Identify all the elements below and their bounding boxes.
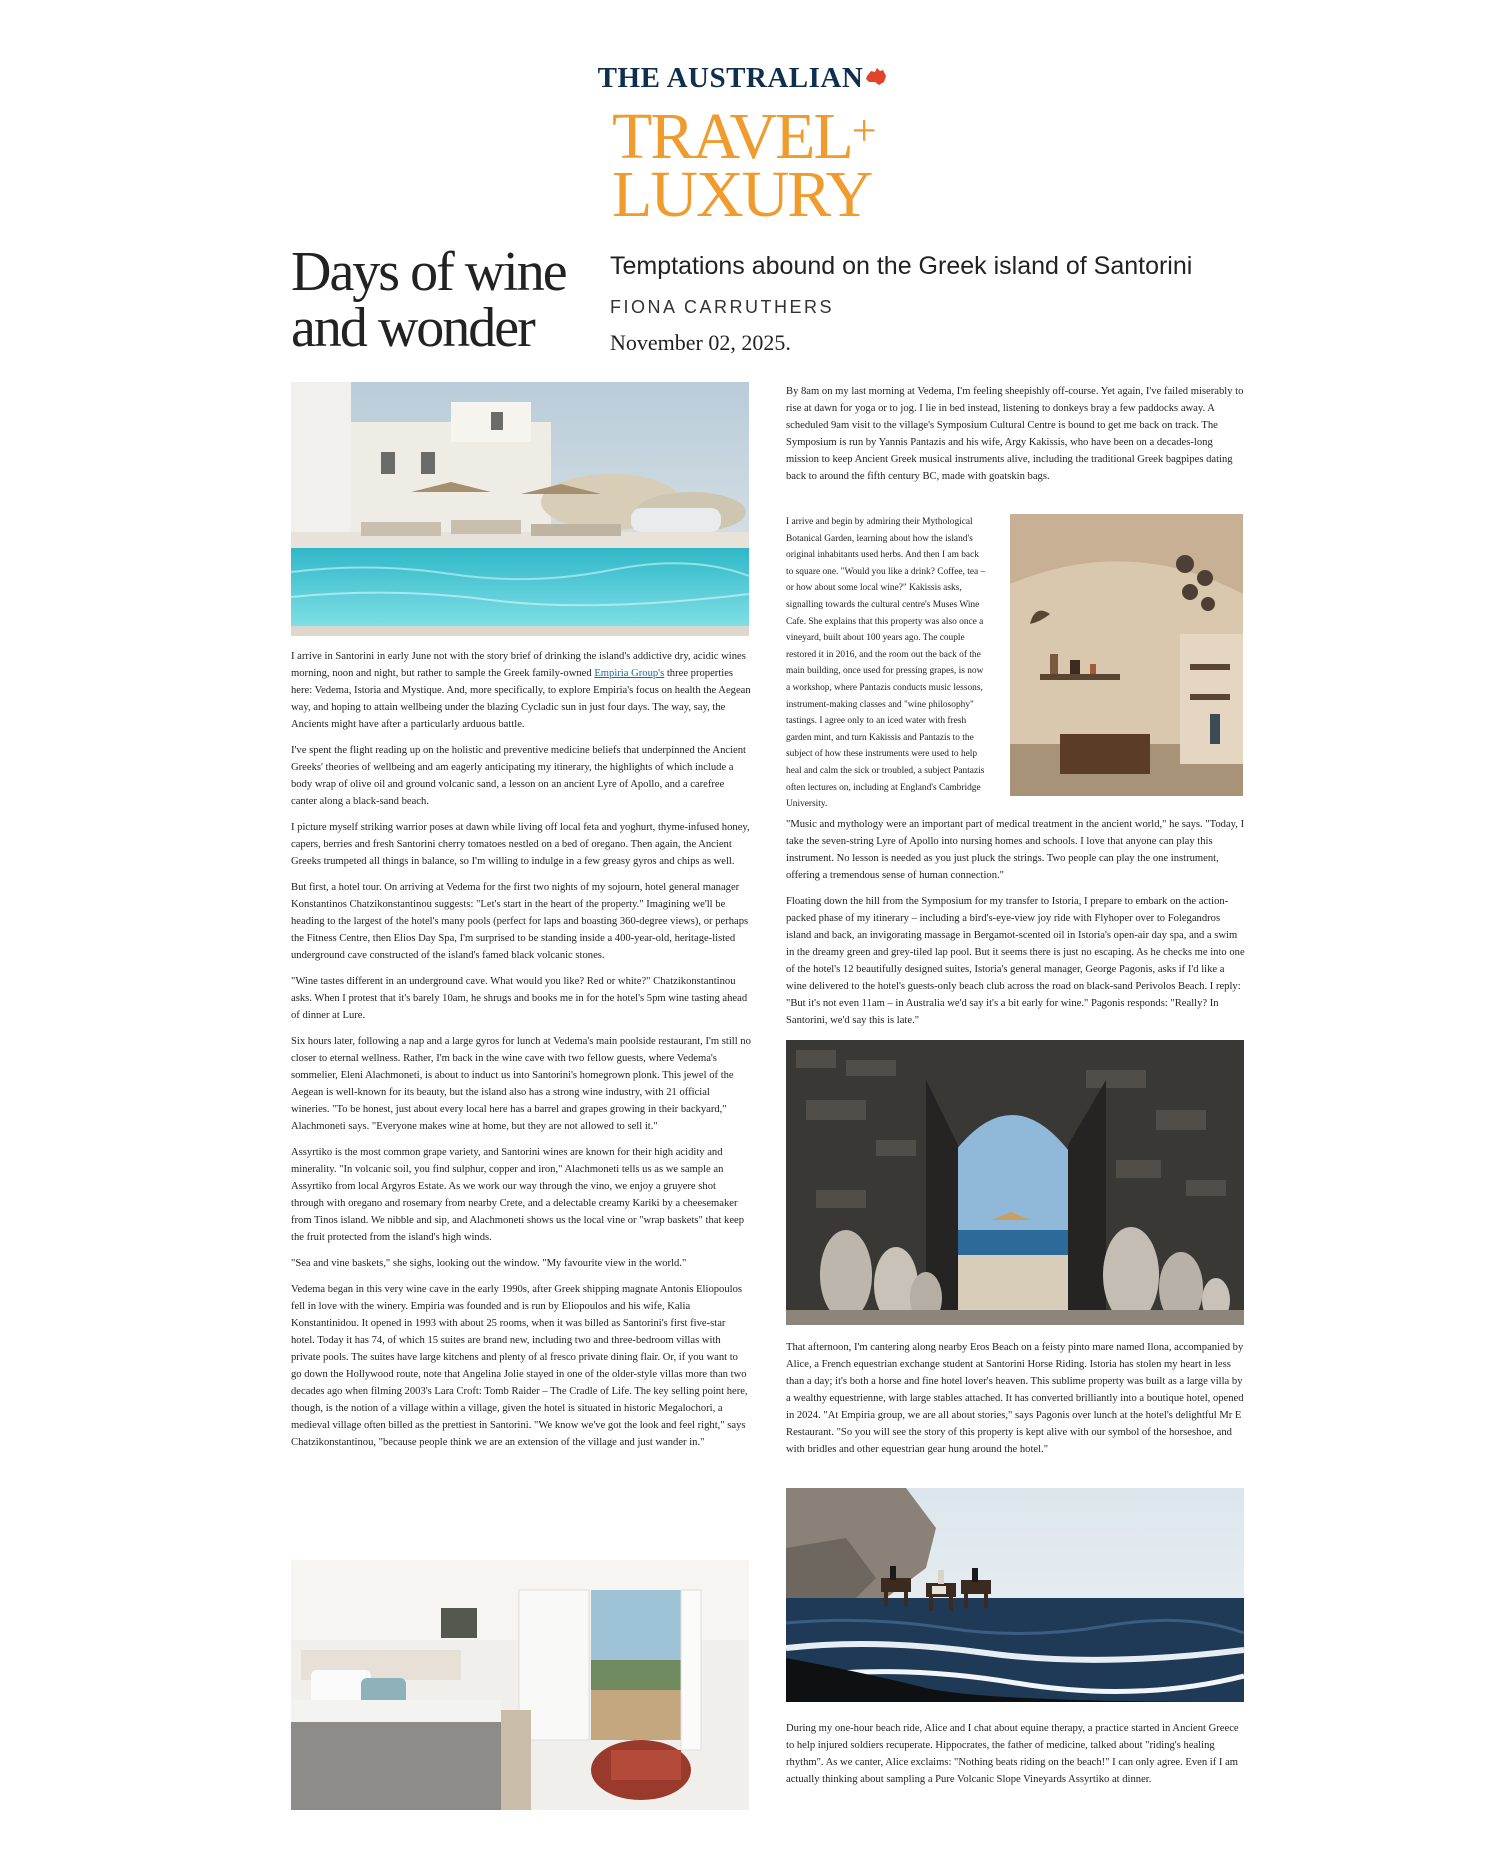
paragraph: "Music and mythology were an important part of medical treatment in the ancient world," he says. "Today, I take the seven-string Lyre of Apollo into nursing homes and schools. I love that anyone can play this instrument. No lesson is needed as you just pluck the strings. Two people can play the one instrument, offering a tremendous sense of human connection."	[786, 819, 1245, 881]
paragraph: Assyrtiko is the most common grape variety, and Santorini wines are known for their high acidity and minerality. "In volcanic soil, you find sulphur, copper and iron," Alachmoneti tells us as we sample an Assyrtiko from local Argyros Estate. As we work our way through the vino, we enjoy a gruyere shot through with oregano and rosemary from nearby Crete, and a delectable creamy Kariki by a cheesemaker from Tinos island. We nibble and sip, and Alachmoneti shows us the local vine or "wrap baskets" that keep the fruit protected from the island's high winds.	[291, 1147, 745, 1243]
beach-horse-ride-photo	[786, 1488, 1244, 1702]
paragraph: Six hours later, following a nap and a large gyros for lunch at Vedema's main poolside restaurant, I'm still no closer to eternal wellness. Rather, I'm back in the wine cave with two fellow guests, where Vedema's sommelier, Eleni Alachmoneti, is about to induct us into Santorini's homegrown plonk. This jewel of the Aegean is well-known for its beauty, but the island also has a strong wine industry, with 21 official wineries. "To be honest, just about every local here has a barrel and grapes growing in their backyard," Alachmoneti says. "Everyone makes wine at home, but they are not allowed to sell it."	[291, 1036, 751, 1132]
left-column-text	[291, 648, 751, 1460]
empiria-group-link[interactable]: Empiria Group's	[594, 668, 665, 679]
pool-photo	[291, 382, 749, 636]
section-title-travel: TRAVEL	[612, 100, 852, 173]
paragraph-text: I arrive in Santorini in early June not with the story brief of drinking the island's addictive dry, acidic wines morning, noon and night, but rather to sample the Greek family-owned	[291, 651, 746, 679]
publication-logo	[598, 62, 888, 95]
standfirst: Temptations abound on the Greek island of Santorini	[610, 252, 1193, 280]
paragraph: Floating down the hill from the Symposium for my transfer to Istoria, I prepare to embark on the action-packed phase of my itinerary – including a bird's-eye-view joy ride with Flyhoper over to Folegandros island and back, an invigorating massage in Bergamot-scented oil in Istoria's open-air day spa, and a swim in the dreamy green and grey-tiled lap pool. But it seems there is just no escaping. As he checks me into one of the hotel's 12 beautifully designed suites, Istoria's general manager, George Pagonis, asks if I'd like a wine delivered to the hotel's guests-only beach club across the road on black-sand Perivolos Beach. I reply: "But it's not even 11am – in Australia we'd say it's a bit early for wine." Pagonis responds: "Really? In Santorini, we'd say this is late."	[786, 896, 1245, 1026]
right-column-intro	[786, 383, 1246, 494]
paragraph-text: three properties here: Vedema, Istoria and Mystique. And, more specifically, to explore Empiria's focus on health the Aegean way, and hoping to attain wellbeing under the blazing Cycladic sun in just four days. The way, say, the Ancients might have after a particularly arduous battle.	[291, 668, 751, 730]
headline: Days of wine and wonder	[291, 241, 566, 359]
author-byline: FIONA CARRUTHERS	[610, 297, 835, 317]
section-title-luxury: LUXURY	[612, 158, 872, 231]
paragraph: I picture myself striking warrior poses at dawn while living off local feta and yoghurt, thyme-infused honey, capers, berries and fresh Santorini cherry tomatoes nestled on a bed of oregano. Then again, the Ancient Greeks trumpeted all things in balance, so I'm willing to indulge in a few greasy gyros and chips as well.	[291, 822, 750, 867]
arch-doorway-photo	[786, 1040, 1244, 1325]
paragraph: By 8am on my last morning at Vedema, I'm feeling sheepishly off-course. Yet again, I've failed miserably to rise at dawn for yoga or to jog. I lie in bed instead, listening to donkeys bray a few paddocks away. A scheduled 9am visit to the village's Symposium Cultural Centre is bound to get me back on track. The Symposium is run by Yannis Pantazis and his wife, Argy Kakissis, who have been on a decades-long mission to keep Ancient Greek musical instruments alive, including the traditional Greek bagpipes dating back to around the fifth century BC, made with goatskin bags.	[786, 386, 1244, 482]
right-column-closing-text	[786, 1720, 1246, 1797]
section-logo	[612, 100, 875, 231]
australia-map-icon	[865, 62, 887, 95]
section-title-plus: +	[851, 106, 875, 155]
masthead	[0, 62, 1485, 95]
publication-name: THE AUSTRALIAN	[597, 62, 864, 94]
publish-date: November 02, 2025.	[610, 330, 791, 355]
paragraph: I've spent the flight reading up on the holistic and preventive medicine beliefs that underpinned the Ancient Greeks' theories of wellbeing and am eagerly anticipating my itinerary, the highlights of which include a body wrap of olive oil and ground volcanic sand, a lesson on an ancient Lyre of Apollo, and a carefree canter along a black-sand beach.	[291, 745, 746, 807]
bedroom-photo	[291, 1560, 749, 1810]
paragraph	[291, 648, 751, 733]
right-narrow-text	[786, 514, 986, 822]
right-column-afternoon-text	[786, 1339, 1246, 1467]
paragraph: "Wine tastes different in an underground cave. What would you like? Red or white?" Chatzikonstantinou asks. When I protest that it's barely 10am, he shrugs and books me in for the hotel's 5pm wine tasting ahead of dinner at Lure.	[291, 976, 748, 1021]
cave-interior-photo	[1010, 514, 1243, 796]
paragraph: I arrive and begin by admiring their Mythological Botanical Garden, learning about how the island's original inhabitants used herbs. And then I am back to square one. "Would you like a drink? Coffee, tea – or how about some local wine?" Kakissis asks, signalling towards the cultural centre's Muses Wine Cafe. She explains that this property was also once a vineyard, built about 100 years ago. The couple restored it in 2016, and the room out the back of the main building, once used for pressing grapes, is now a workshop, where Pantazis conducts music lessons, instrument-making classes and "wine philosophy" tastings. I agree only to an iced water with fresh garden mint, and turn Kakissis and Pantazis to the subject of how these instruments were used to help heal and calm the sick or troubled, a subject Pantazis often lectures on, including at England's Cambridge University.	[786, 517, 986, 810]
paragraph: During my one-hour beach ride, Alice and I chat about equine therapy, a practice started in Ancient Greece to help injured soldiers recuperate. Hippocrates, the father of medicine, talked about "riding's healing rhythm". As we canter, Alice exclaims: "Nothing beats riding on the beach!" I can only agree. Even if I am actually thinking about sampling a Pure Volcanic Slope Vineyards Assyrtiko at dinner.	[786, 1723, 1239, 1785]
paragraph: That afternoon, I'm cantering along nearby Eros Beach on a feisty pinto mare named Ilona, accompanied by Alice, a French equestrian exchange student at Santorini Horse Riding. Istoria has stolen my heart in less than a day; it's both a horse and fine hotel lover's heaven. This sublime property was built as a large villa by a wealthy equestrienne, with large stables attached. It has converted brilliantly into a boutique hotel, opened in 2024. "At Empiria group, we are all about stories," says Pagonis over lunch at the hotel's delightful Mr E Restaurant. "So you will see the story of this property is kept alive with our symbol of the horseshoe, and with bridles and other equestrian gear hung around the hotel."	[786, 1342, 1244, 1455]
paragraph: "Sea and vine baskets," she sighs, looking out the window. "My favourite view in the world."	[291, 1258, 687, 1269]
paragraph: But first, a hotel tour. On arriving at Vedema for the first two nights of my sojourn, hotel general manager Konstantinos Chatzikonstantinou suggests: "Let's start in the heart of the property." Imagining we'll be heading to the largest of the hotel's many pools (perfect for laps and boasting 360-degree views), or perhaps the Fitness Centre, then Elios Day Spa, I'm surprised to be standing inside a 400-year-old, heritage-listed underground cave constructed of the island's famed black volcanic stones.	[291, 882, 749, 961]
right-column-text-middle	[786, 816, 1246, 1038]
paragraph: Vedema began in this very wine cave in the early 1990s, after Greek shipping magnate Antonis Eliopoulos fell in love with the winery. Empiria was founded and is run by Eliopoulos and his wife, Kalia Konstantinidou. It opened in 1993 with about 25 rooms, when it was billed as Santorini's first five-star hotel. Today it has 74, of which 15 suites are brand new, including two and three-bedroom villas with private pools. The suites have large kitchens and plenty of al fresco private dining flair. Or, if you want to go down the Hollywood route, note that Angelina Jolie stayed in one of the older-style villas more than two decades ago when filming 2003's Lara Croft: Tomb Raider – The Cradle of Life. The key selling point here, though, is the notion of a village within a village, given the hotel is situated in historic Megalochori, a medieval village often billed as the prettiest in Santorini. "We know we've got the look and feel right," says Chatzikonstantinou, "because people think we are an extension of the village and just wander in."	[291, 1284, 748, 1448]
